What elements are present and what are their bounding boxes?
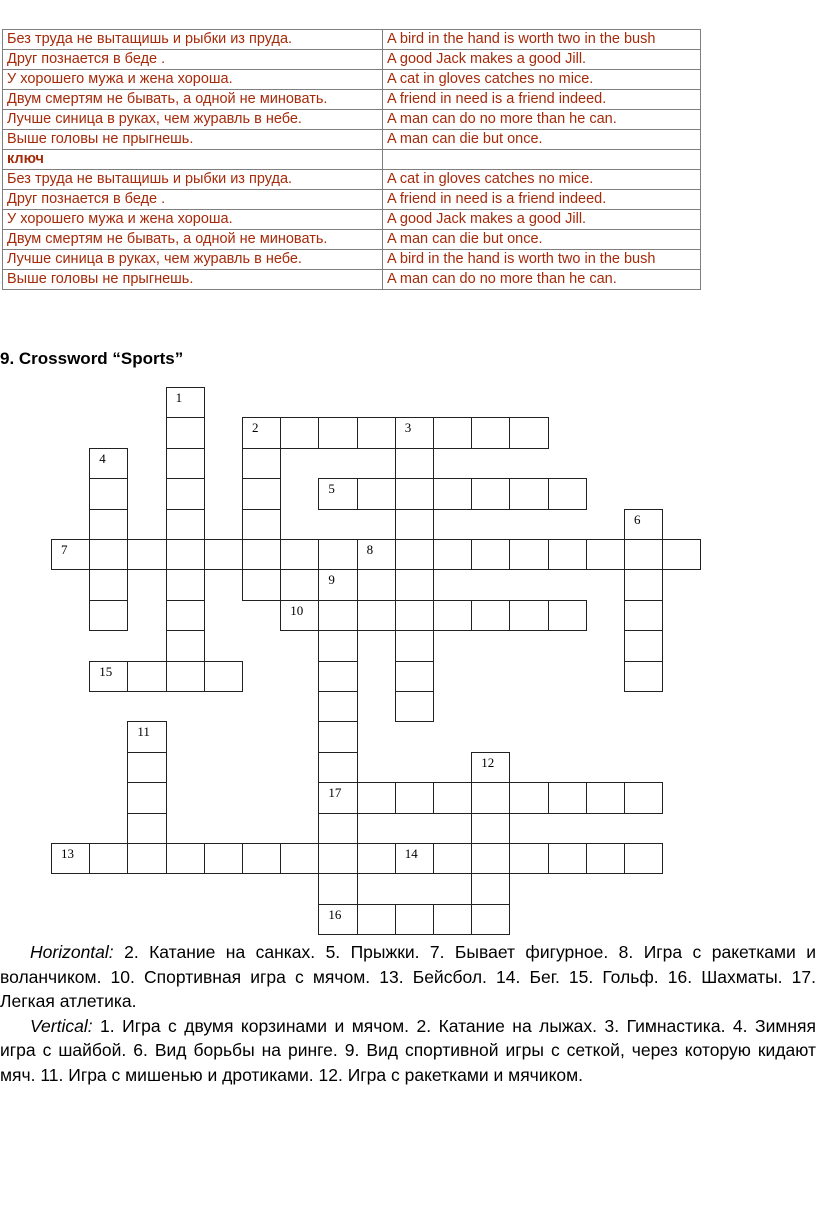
- crossword-cell[interactable]: [395, 691, 434, 722]
- crossword-cell[interactable]: [395, 661, 434, 692]
- crossword-cell[interactable]: [395, 569, 434, 600]
- crossword-cell[interactable]: [509, 782, 548, 813]
- crossword-cell[interactable]: [242, 569, 281, 600]
- crossword-cell[interactable]: [127, 843, 166, 874]
- crossword-cell[interactable]: [471, 873, 510, 904]
- crossword-cell[interactable]: [509, 539, 548, 570]
- clue-number: 2: [252, 420, 259, 436]
- crossword-cell[interactable]: [127, 782, 166, 813]
- crossword-cell[interactable]: [471, 752, 510, 783]
- crossword-cell[interactable]: [89, 661, 128, 692]
- vertical-label: Vertical:: [30, 1015, 93, 1036]
- table-row: [3, 250, 701, 270]
- crossword-cell[interactable]: [624, 782, 663, 813]
- crossword-cell[interactable]: [509, 478, 548, 509]
- clue-number: 7: [61, 542, 68, 557]
- crossword-cell[interactable]: [395, 478, 434, 509]
- ru-proverb: Выше головы не прыгнешь.: [3, 130, 383, 150]
- crossword-cell[interactable]: [204, 661, 243, 692]
- clue-number: 5: [328, 481, 335, 497]
- crossword-cell[interactable]: [357, 904, 396, 935]
- table-row: [3, 130, 701, 150]
- crossword-cell[interactable]: [318, 661, 357, 692]
- table-row: [3, 110, 701, 130]
- crossword-cell[interactable]: [509, 843, 548, 874]
- crossword-cell[interactable]: [471, 600, 510, 631]
- crossword-cell[interactable]: [433, 904, 472, 935]
- crossword-cell[interactable]: [166, 478, 205, 509]
- crossword-cell[interactable]: [548, 782, 587, 813]
- ru-proverb: У хорошего мужа и жена хороша.: [3, 70, 383, 90]
- crossword-cell[interactable]: [586, 843, 625, 874]
- crossword-cell[interactable]: [318, 600, 357, 631]
- crossword-cell[interactable]: [89, 569, 128, 600]
- crossword-cell[interactable]: [357, 600, 396, 631]
- crossword-cell[interactable]: [89, 843, 128, 874]
- crossword-cell[interactable]: [395, 509, 434, 540]
- crossword-cell[interactable]: [395, 904, 434, 935]
- crossword-cell[interactable]: [357, 843, 396, 874]
- crossword-cell[interactable]: [166, 569, 205, 600]
- crossword-cell[interactable]: [51, 843, 90, 874]
- crossword-cell[interactable]: [89, 448, 128, 479]
- crossword-cell[interactable]: [166, 661, 205, 692]
- crossword-cell[interactable]: [242, 478, 281, 509]
- table-row: [3, 170, 701, 190]
- crossword-cell[interactable]: [471, 843, 510, 874]
- crossword-cell[interactable]: [318, 813, 357, 844]
- ru-proverb: Лучше синица в руках, чем журавль в небе.: [3, 110, 383, 130]
- crossword-cell[interactable]: [586, 782, 625, 813]
- key-row: [3, 150, 701, 170]
- crossword-cell[interactable]: [280, 600, 319, 631]
- crossword-cell[interactable]: [433, 478, 472, 509]
- crossword-cell[interactable]: [357, 782, 396, 813]
- crossword-cell[interactable]: [548, 843, 587, 874]
- clue-number: 11: [137, 724, 150, 740]
- crossword-cell[interactable]: [51, 539, 90, 570]
- crossword-cell[interactable]: [471, 904, 510, 935]
- table-row: [3, 50, 701, 70]
- horizontal-clues: [0, 940, 816, 1014]
- crossword-cell[interactable]: [318, 569, 357, 600]
- crossword-cell[interactable]: [242, 509, 281, 540]
- crossword-cell[interactable]: [127, 661, 166, 692]
- crossword-cell[interactable]: [357, 478, 396, 509]
- en-proverb: A man can die but once.: [383, 230, 701, 250]
- crossword-cell[interactable]: [624, 509, 663, 540]
- clue-number: 14: [404, 846, 418, 861]
- crossword-cell[interactable]: [395, 448, 434, 479]
- crossword-cell[interactable]: [624, 569, 663, 600]
- en-proverb: A bird in the hand is worth two in the bush: [383, 30, 701, 50]
- ru-proverb: Двум смертям не бывать, а одной не миновать.: [3, 90, 383, 110]
- crossword-cell[interactable]: [471, 417, 510, 448]
- table-row: [3, 190, 701, 210]
- en-proverb: A friend in need is a friend indeed.: [383, 190, 701, 210]
- horizontal-label: Horizontal:: [30, 942, 114, 962]
- crossword-cell[interactable]: [433, 539, 472, 570]
- crossword-cell[interactable]: [242, 417, 281, 448]
- crossword-cell[interactable]: [471, 539, 510, 570]
- crossword-cell[interactable]: [242, 843, 281, 874]
- vertical-text: 1. Игра с двумя корзинами и мячом. 2. Катание на лыжах. 3. Гимнастика. 4. Зимняя игра с шайбой. 6. Вид борьбы на ринге. 9. Вид спортивной игры с сеткой, через которую кидают мяч. 11. Игра с мишенью и дротиками. 12. Игра с ракетками и мячиком.: [0, 1015, 816, 1085]
- crossword-cell[interactable]: [166, 843, 205, 874]
- ru-proverb: Выше головы не прыгнешь.: [3, 270, 383, 290]
- crossword-cell[interactable]: [318, 752, 357, 783]
- crossword-cell[interactable]: [624, 600, 663, 631]
- crossword-cell[interactable]: [433, 600, 472, 631]
- crossword-cell[interactable]: [357, 417, 396, 448]
- crossword-cell[interactable]: [166, 417, 205, 448]
- crossword-cell[interactable]: [127, 539, 166, 570]
- crossword-cell[interactable]: [280, 417, 319, 448]
- crossword-cell[interactable]: [318, 478, 357, 509]
- crossword-cell[interactable]: [586, 539, 625, 570]
- crossword-cell[interactable]: [89, 539, 128, 570]
- crossword-cell[interactable]: [318, 782, 357, 813]
- crossword-cell[interactable]: [89, 509, 128, 540]
- crossword-cell[interactable]: [318, 630, 357, 661]
- empty-cell: [383, 150, 701, 170]
- crossword-cell[interactable]: [166, 448, 205, 479]
- crossword-cell[interactable]: [471, 782, 510, 813]
- crossword-cell[interactable]: [166, 539, 205, 570]
- crossword-cell[interactable]: [318, 691, 357, 722]
- ru-proverb: Без труда не вытащишь и рыбки из пруда.: [3, 30, 383, 50]
- crossword-cell[interactable]: [433, 843, 472, 874]
- clue-number: 6: [634, 511, 641, 527]
- key-label: ключ: [3, 150, 383, 170]
- crossword-cell[interactable]: [433, 782, 472, 813]
- table-row: [3, 30, 701, 50]
- crossword-cell[interactable]: [662, 539, 701, 570]
- crossword-cell[interactable]: [166, 630, 205, 661]
- crossword-cell[interactable]: [127, 813, 166, 844]
- crossword-cell[interactable]: [318, 873, 357, 904]
- crossword-cell[interactable]: [548, 600, 587, 631]
- proverbs-table: [2, 29, 701, 290]
- crossword-cell[interactable]: [395, 782, 434, 813]
- crossword-cell[interactable]: [318, 539, 357, 570]
- crossword-cell[interactable]: [395, 600, 434, 631]
- vertical-clues: [0, 1014, 816, 1088]
- table-row: [3, 230, 701, 250]
- clue-number: 15: [99, 663, 113, 679]
- clue-number: 8: [366, 542, 374, 557]
- clue-number: 4: [99, 450, 106, 466]
- crossword-cell[interactable]: [433, 417, 472, 448]
- crossword-cell[interactable]: [127, 752, 166, 783]
- crossword-cell[interactable]: [242, 539, 281, 570]
- crossword-cell[interactable]: [166, 509, 205, 540]
- en-proverb: A cat in gloves catches no mice.: [383, 170, 701, 190]
- crossword-cell[interactable]: [471, 478, 510, 509]
- crossword-cell[interactable]: [318, 843, 357, 874]
- crossword-cell[interactable]: [509, 600, 548, 631]
- crossword-cell[interactable]: [395, 417, 434, 448]
- horizontal-text: 2. Катание на санках. 5. Прыжки. 7. Бывает фигурное. 8. Игра с ракетками и воланчиком. 10. Спортивная игра с мячом. 13. Бейсбол. 14. Бег. 15. Гольф. 16. Шахматы. 17. Легкая атлетика.: [0, 942, 816, 1011]
- crossword-cell[interactable]: [624, 843, 663, 874]
- crossword-cell[interactable]: [624, 539, 663, 570]
- en-proverb: A good Jack makes a good Jill.: [383, 50, 701, 70]
- clue-number: 17: [328, 785, 342, 801]
- en-proverb: A friend in need is a friend indeed.: [383, 90, 701, 110]
- en-proverb: A man can do no more than he can.: [383, 110, 701, 130]
- crossword-cell[interactable]: [548, 478, 587, 509]
- en-proverb: A good Jack makes a good Jill.: [383, 210, 701, 230]
- crossword-cell[interactable]: [395, 843, 434, 874]
- crossword-cell[interactable]: [166, 600, 205, 631]
- en-proverb: A man can do no more than he can.: [383, 270, 701, 290]
- clue-number: 13: [61, 846, 74, 861]
- en-proverb: A cat in gloves catches no mice.: [383, 70, 701, 90]
- ru-proverb: Двум смертям не бывать, а одной не миновать.: [3, 230, 383, 250]
- ru-proverb: Лучше синица в руках, чем журавль в небе.: [3, 250, 383, 270]
- ru-proverb: Без труда не вытащишь и рыбки из пруда.: [3, 170, 383, 190]
- crossword-cell[interactable]: [242, 448, 281, 479]
- en-proverb: A man can die but once.: [383, 130, 701, 150]
- crossword-cell[interactable]: [280, 539, 319, 570]
- table-row: [3, 270, 701, 290]
- crossword-cell[interactable]: [395, 630, 434, 661]
- table-row: [3, 70, 701, 90]
- crossword-cell[interactable]: [89, 478, 128, 509]
- clue-number: 12: [481, 754, 495, 770]
- ru-proverb: У хорошего мужа и жена хороша.: [3, 210, 383, 230]
- crossword-cell[interactable]: [624, 661, 663, 692]
- en-proverb: A bird in the hand is worth two in the bush: [383, 250, 701, 270]
- crossword-title: 9. Crossword “Sports”: [0, 349, 184, 368]
- crossword-cell[interactable]: [204, 539, 243, 570]
- crossword-cell[interactable]: [318, 417, 357, 448]
- ru-proverb: Друг познается в беде .: [3, 50, 383, 70]
- crossword-cell[interactable]: [127, 721, 166, 752]
- crossword-cell[interactable]: [624, 630, 663, 661]
- crossword-cell[interactable]: [548, 539, 587, 570]
- crossword-cell[interactable]: [280, 843, 319, 874]
- crossword-cell[interactable]: [89, 600, 128, 631]
- clues-block: [0, 940, 816, 1087]
- crossword-cell[interactable]: [166, 387, 205, 418]
- ru-proverb: Друг познается в беде .: [3, 190, 383, 210]
- clue-number: 3: [404, 420, 412, 436]
- crossword-cell[interactable]: [318, 904, 357, 935]
- clue-number: 10: [290, 602, 304, 618]
- crossword-cell[interactable]: [471, 813, 510, 844]
- crossword-cell[interactable]: [509, 417, 548, 448]
- clue-number: 16: [328, 906, 342, 922]
- crossword-cell[interactable]: [357, 539, 396, 570]
- clue-number: 1: [175, 390, 183, 405]
- table-row: [3, 210, 701, 230]
- clue-number: 9: [328, 572, 335, 588]
- crossword-cell[interactable]: [318, 721, 357, 752]
- crossword-cell[interactable]: [395, 539, 434, 570]
- crossword-cell[interactable]: [204, 843, 243, 874]
- table-row: [3, 90, 701, 110]
